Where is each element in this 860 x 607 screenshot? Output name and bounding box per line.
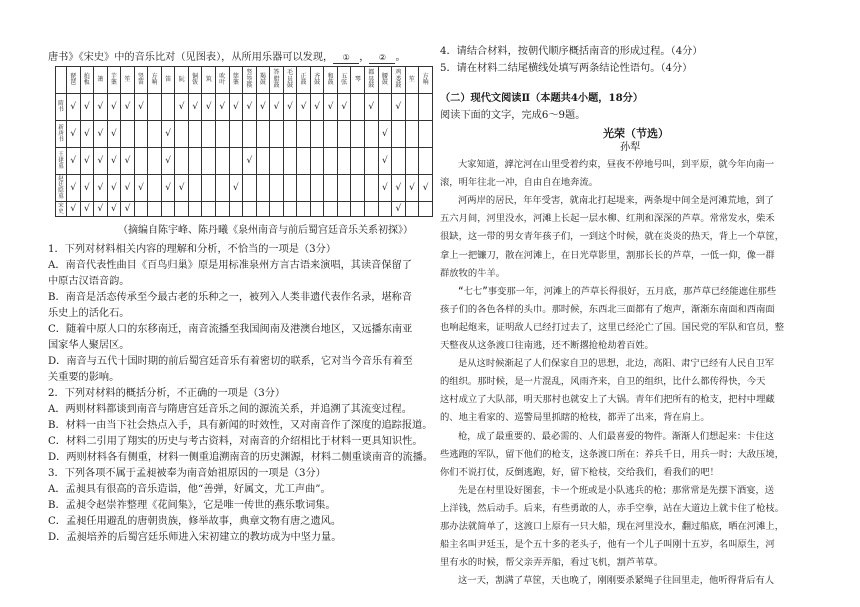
column-header (216, 67, 230, 94)
question-line: 关重要的影响。 (48, 372, 120, 383)
table-cell (270, 175, 284, 202)
column-header-label: 吹叶 (219, 72, 226, 86)
table-cell (121, 121, 135, 148)
table-row (56, 94, 433, 121)
column-header (392, 67, 406, 94)
column-header (256, 67, 270, 94)
column-header-label: 腰鼓 (381, 72, 388, 86)
table-cell (378, 94, 392, 121)
table-cell: √ (80, 148, 94, 175)
table-cell (392, 121, 406, 148)
table-cell: √ (202, 94, 216, 121)
column-header-label: 方响 (422, 72, 429, 86)
table-cell (297, 202, 311, 217)
blank-1: ① (333, 53, 359, 64)
music-instrument-table (55, 66, 433, 217)
table-cell (324, 202, 338, 217)
table-cell (324, 148, 338, 175)
table-cell (351, 121, 365, 148)
table-cell (270, 148, 284, 175)
column-header-label: 鸡娄鼓 (395, 69, 402, 90)
table-cell (310, 202, 324, 217)
column-header-label: 和鼓 (327, 72, 334, 86)
table-cell (216, 175, 230, 202)
table-cell: √ (80, 121, 94, 148)
column-header (80, 67, 94, 94)
table-cell: √ (243, 94, 257, 121)
table-cell (256, 148, 270, 175)
row-header: 隋书 (56, 94, 67, 121)
column-header-label: 毛员鼓 (287, 69, 294, 90)
table-cell: √ (121, 202, 135, 217)
story-line: “七七”事变那一年，河滩上的芦草长得很好，五月底，那芦草已经能遮住那些 (458, 285, 776, 297)
question-line: D．孟昶培养的后蜀宫廷乐师进入宋初建立的教坊成为中坚力量。 (48, 532, 342, 543)
story-line: 大家知道，滹沱河在山里受着约束，昼夜不停地号叫，到平原，就今年向南一 (458, 159, 775, 170)
row-header: 王建墓 (56, 148, 67, 175)
story-line: 枪，成了最重要的、最必需的、人们最喜爱的物件。渐渐人们想起来：卡住这 (458, 430, 775, 442)
table-cell: √ (121, 94, 135, 121)
story-line: 的组织。那时候，是一片混乱，风雨齐来，自卫的组织，比什么都传得快，今天 (440, 376, 766, 388)
table-cell: √ (229, 94, 243, 121)
table-cell (202, 202, 216, 217)
table-cell: √ (121, 148, 135, 175)
table-cell: √ (161, 121, 175, 148)
table-cell (324, 121, 338, 148)
table-cell (216, 121, 230, 148)
table-cell (148, 148, 162, 175)
table-cell (351, 202, 365, 217)
table-row (56, 202, 433, 217)
table-cell (148, 94, 162, 121)
column-header (324, 67, 338, 94)
column-header (134, 67, 148, 94)
question-line: 中原古汉语音韵。 (48, 276, 130, 287)
column-header-label: 方响 (151, 72, 158, 86)
column-header (67, 67, 81, 94)
table-cell (297, 148, 311, 175)
column-header (229, 67, 243, 94)
column-header-label: 竖笛 (137, 72, 144, 86)
table-cell: √ (337, 94, 351, 121)
column-header-label: 齐鼓 (314, 72, 321, 86)
table-cell (202, 148, 216, 175)
column-header-label: 芋篥 (110, 72, 117, 86)
question-line: C．孟昶任用避乱的唐朝贵族，修举故事，典章文物有唐之遗风。 (48, 516, 342, 527)
column-header (351, 67, 365, 94)
column-header (148, 67, 162, 94)
row-header: 赵廷隐墓 (56, 175, 67, 202)
table-cell (148, 202, 162, 217)
story-title: 光荣（节选） (603, 127, 669, 140)
question-4: 4．请结合材料，按朝代顺序概括南音的形成过程。（4分） (440, 46, 703, 57)
column-header (175, 67, 189, 94)
story-line: 船主名叫尹廷玉，是个五十多的老头子，他有一个儿子叫刚十五岁，名叫原生，河 (440, 539, 775, 551)
table-cell: √ (94, 148, 108, 175)
table-cell: √ (324, 94, 338, 121)
column-header (419, 67, 433, 94)
column-header (283, 67, 297, 94)
table-cell: √ (80, 202, 94, 217)
table-cell: √ (297, 94, 311, 121)
table-cell (188, 121, 202, 148)
column-header (365, 67, 379, 94)
table-cell (351, 175, 365, 202)
table-cell: √ (188, 94, 202, 121)
column-header-label: 笛 (165, 75, 172, 83)
table-cell (283, 202, 297, 217)
table-cell: √ (392, 175, 406, 202)
story-line: 天整夜从这条渡口往南逃，还不断撂抢枪劫着百姓。 (440, 340, 654, 351)
table-cell (419, 121, 433, 148)
table-cell (419, 148, 433, 175)
table-row (56, 148, 433, 175)
table-cell: √ (243, 148, 257, 175)
table-cell (297, 175, 311, 202)
table-cell (229, 121, 243, 148)
table-cell (161, 202, 175, 217)
table-cell (175, 202, 189, 217)
table-cell (310, 121, 324, 148)
table-caption: （摘编自陈宇峰、陈丹曦《泉州南音与前后蜀宫廷音乐关系初探》） (118, 225, 413, 236)
table-cell (310, 148, 324, 175)
table-cell (365, 202, 379, 217)
column-header-label: 琵琶 (70, 72, 77, 86)
question-line: 1．下列对材料相关内容的理解和分析，不恰当的一项是（3分） (48, 244, 337, 255)
table-cell (148, 175, 162, 202)
column-header (337, 67, 351, 94)
table-cell (419, 202, 433, 217)
column-header (161, 67, 175, 94)
column-header (121, 67, 135, 94)
table-cell: √ (229, 175, 243, 202)
table-cell: √ (80, 94, 94, 121)
table-cell: √ (161, 148, 175, 175)
table-cell (188, 202, 202, 217)
table-cell: √ (94, 175, 108, 202)
column-header-label: 正鼓 (300, 72, 307, 86)
question-line: B．孟昶令赵崇祚整理《花间集》，它是唯一传世的燕乐歌词集。 (48, 500, 336, 511)
table-cell (378, 202, 392, 217)
column-header (188, 67, 202, 94)
table-header-row (56, 67, 433, 94)
story-line: 这一天，割满了草筐，天也晚了，刚刚要杀紧绳子往回里走，他听得背后有人 (458, 575, 775, 587)
story-line: 里有水的时候，帮父亲弄弄船，看过飞机，割芦苇草。 (440, 557, 664, 569)
column-header-label: 阮 (178, 75, 185, 83)
table-cell (405, 94, 419, 121)
table-cell: √ (67, 175, 81, 202)
table-cell (283, 175, 297, 202)
story-line: 先是在村里设好图套，卡一个班或是小队逃兵的枪；那常常是先摆下酒宴，送 (458, 484, 775, 496)
table-cell (419, 94, 433, 121)
question-line: D．两则材料各有侧重，材料一侧重追溯南音的历史渊源，材料二侧重谈南音的流播。 (48, 452, 434, 463)
story-author: 孙犁 (620, 142, 641, 153)
table-cell (134, 202, 148, 217)
column-header-label: 都昙鼓 (368, 69, 375, 90)
table-cell: √ (121, 175, 135, 202)
table-cell: √ (94, 202, 108, 217)
column-header-label: 羯鼓 (259, 72, 266, 86)
table-cell (161, 94, 175, 121)
table-cell (405, 148, 419, 175)
table-cell: √ (216, 94, 230, 121)
intro-text: 唐书》《宋史》中的音乐比对（见图表），从所用乐器可以发现， (48, 52, 334, 63)
row-header: 宋史 (56, 202, 67, 217)
table-cell: √ (94, 94, 108, 121)
section-instruction: 阅读下面的文字，完成6～9题。 (440, 110, 586, 121)
table-cell (283, 121, 297, 148)
table-cell (243, 202, 257, 217)
table-cell (365, 148, 379, 175)
table-cell (392, 148, 406, 175)
table-cell (337, 202, 351, 217)
table-cell (270, 121, 284, 148)
table-cell (216, 202, 230, 217)
table-cell (256, 202, 270, 217)
column-header (310, 67, 324, 94)
story-line: 滚，明年往北一冲，自由自在地奔流。 (440, 177, 599, 189)
row-header: 新唐书 (56, 121, 67, 148)
table-cell (243, 175, 257, 202)
question-line: D．南音与五代十国时期的前后蜀宫廷音乐有着密切的联系，它对当今音乐有着至 (48, 356, 413, 367)
story-line: 些逃跑的军队，留下他们的枪支，这条渡口所在：养兵千日，用兵一时；大敌压境， (440, 448, 784, 460)
table-cell (202, 121, 216, 148)
table-cell: √ (175, 175, 189, 202)
table-cell: √ (107, 202, 121, 217)
table-cell (405, 121, 419, 148)
table-cell (337, 148, 351, 175)
story-line: 你们不说打仗，反倒逃跑，好，留下枪枝，交给我们，看我们的吧！ (440, 466, 719, 478)
story-line: 河两岸的居民，年年受害，就南北打起堤来，两条堤中间全是河滩荒地，到了 (458, 195, 775, 207)
table-cell: √ (365, 94, 379, 121)
question-line: 3．下列各项不属于孟昶被奉为南音始祖原因的一项是（3分） (48, 468, 326, 479)
table-cell (324, 175, 338, 202)
table-cell: √ (107, 121, 121, 148)
column-header-label: 五弦 (341, 72, 348, 86)
story-line: 的、地主看家的、巡警局里抓瞎的枪枝，都弄了出来，背在肩上。 (440, 412, 710, 424)
table-row (56, 121, 433, 148)
question-line: B．材料一由当下社会热点入手，具有新闻的时效性，又对南音作了深度的追踪报道。 (48, 420, 433, 431)
section-title: （二）现代文阅读Ⅱ（本题共4小题，18分） (440, 92, 644, 104)
table-cell (148, 121, 162, 148)
table-cell (351, 94, 365, 121)
question-line: 国家华人聚居区。 (48, 340, 130, 351)
table-cell (297, 121, 311, 148)
table-cell (283, 148, 297, 175)
table-cell: √ (107, 94, 121, 121)
table-cell: √ (378, 175, 392, 202)
column-header (297, 67, 311, 94)
question-line: A．南音代表性曲目《百鸟归巢》原是用标准泉州方言古语来演唱，其读音保留了 (48, 260, 412, 271)
table-cell (175, 121, 189, 148)
table-cell: √ (107, 148, 121, 175)
table-cell: √ (378, 121, 392, 148)
column-header-label: 竖箜篌 (246, 69, 253, 90)
table-cell (365, 121, 379, 148)
blank-2: ② (369, 53, 395, 64)
story-line: 是从这时候渐起了人们保家自卫的思想，北边，高阳、肃宁已经有人民自卫军 (458, 358, 775, 370)
question-line: 乐史上的活化石。 (48, 308, 130, 319)
table-cell (270, 202, 284, 217)
column-header-label: 铜钹 (192, 72, 199, 86)
table-cell (229, 148, 243, 175)
column-header (243, 67, 257, 94)
table-cell: √ (107, 175, 121, 202)
column-header-label: 琴 (354, 75, 361, 83)
column-header (405, 67, 419, 94)
table-cell (405, 202, 419, 217)
table-cell (188, 148, 202, 175)
story-line: 拿上一把镰刀，散在河滩上，在日光草影里，割那长长的芦草，一低一仰，像一群 (440, 249, 775, 261)
table-cell: √ (256, 94, 270, 121)
table-cell (134, 148, 148, 175)
table-cell: √ (175, 94, 189, 121)
table-cell: √ (392, 202, 406, 217)
story-line: 那办法就简单了，这渡口上原有一只大船，现在河里没水，翻过船底，晒在河滩上， (440, 521, 784, 532)
column-header-label: 箫 (97, 75, 104, 83)
table-cell: √ (67, 121, 81, 148)
table-cell: √ (80, 175, 94, 202)
table-cell: √ (67, 94, 81, 121)
table-cell (256, 175, 270, 202)
question-line: A．孟昶具有很高的音乐造诣，他“善弹，好属文，尤工声曲”。 (48, 484, 331, 495)
story-line: 很缺，这一带的男女青年孩子们，一到这个时候，就在炎炎的热天，背上一个草筐， (440, 231, 784, 243)
column-header-label: 筚篥 (232, 72, 239, 86)
story-line: 五六月间，河里没水，河滩上长起一层水柳、红荆和深深的芦草。常常发水，柴禾 (440, 213, 775, 225)
story-line: 群放牧的牛羊。 (440, 267, 506, 279)
question-5: 5．请在材料二结尾横线处填写两条结论性语句。（4分） (440, 63, 693, 74)
table-cell (310, 175, 324, 202)
table-cell (365, 175, 379, 202)
table-cell: √ (419, 175, 433, 202)
table-cell (256, 121, 270, 148)
column-header-label: 笙 (408, 75, 415, 83)
table-cell: √ (94, 121, 108, 148)
table-cell (216, 148, 230, 175)
story-line: 也响起炮来，证明敌人已经打过去了，这里已经沦亡了国。国民党的军队和官员，整 (440, 321, 784, 333)
table-cell: √ (134, 94, 148, 121)
story-line: 孩子们的各色各样的头巾。那时候，东西北三面都有了炮声，渐渐东南面和西南面 (440, 303, 775, 315)
question-line: A．两则材料都谈到南音与隋唐宫廷音乐之间的源流关系，并追溯了其流变过程。 (48, 404, 412, 415)
table-cell (337, 121, 351, 148)
question-line: 2．下列对材料的概括分析，不正确的一项是（3分） (48, 388, 286, 399)
table-cell: √ (392, 94, 406, 121)
question-line: B．南音是活态传承至今最古老的乐种之一，被列入人类非遗代表作名录，堪称音 (48, 292, 413, 303)
table-cell (134, 121, 148, 148)
table-row (56, 175, 433, 202)
column-header-label: 笙 (124, 75, 131, 83)
column-header-label: 答腊鼓 (273, 69, 280, 90)
column-header (107, 67, 121, 94)
column-header-label: 筑 (205, 75, 212, 83)
column-header (270, 67, 284, 94)
story-line: 上洋钱，然后动手。后来，有些勇敢的人，赤手空拳，站在大道边上就卡住了枪枝。 (440, 502, 784, 514)
column-header-label: 拍板 (83, 72, 90, 86)
column-header (378, 67, 392, 94)
table-cell: √ (378, 148, 392, 175)
table-cell (175, 148, 189, 175)
intro-line: 唐书》《宋史》中的音乐比对（见图表），从所用乐器可以发现， ① ， ② 。 (48, 52, 406, 63)
column-header (202, 67, 216, 94)
table-cell (188, 175, 202, 202)
question-line: C．材料二引用了翔实的历史与考古资料，对南音的介绍相比于材料一更具知识性。 (48, 436, 423, 447)
table-cell (202, 175, 216, 202)
column-header (94, 67, 108, 94)
table-cell: √ (310, 94, 324, 121)
table-cell: √ (405, 175, 419, 202)
table-cell (337, 175, 351, 202)
table-cell: √ (283, 94, 297, 121)
table-cell (243, 121, 257, 148)
table-cell: √ (161, 175, 175, 202)
table-corner-cell (56, 67, 67, 94)
table-cell: √ (67, 202, 81, 217)
table-cell (351, 148, 365, 175)
table-cell: √ (134, 175, 148, 202)
table-cell (229, 202, 243, 217)
table-cell: √ (67, 148, 81, 175)
table-cell: √ (270, 94, 284, 121)
story-line: 这村成立了大队部，明天那村也就安上了大锅。青年们把所有的枪支，把村中埋藏 (440, 394, 775, 406)
question-line: C．随着中原人口的东移南迁，南音流播至我国闽南及港澳台地区，又远播东南亚 (48, 324, 413, 335)
